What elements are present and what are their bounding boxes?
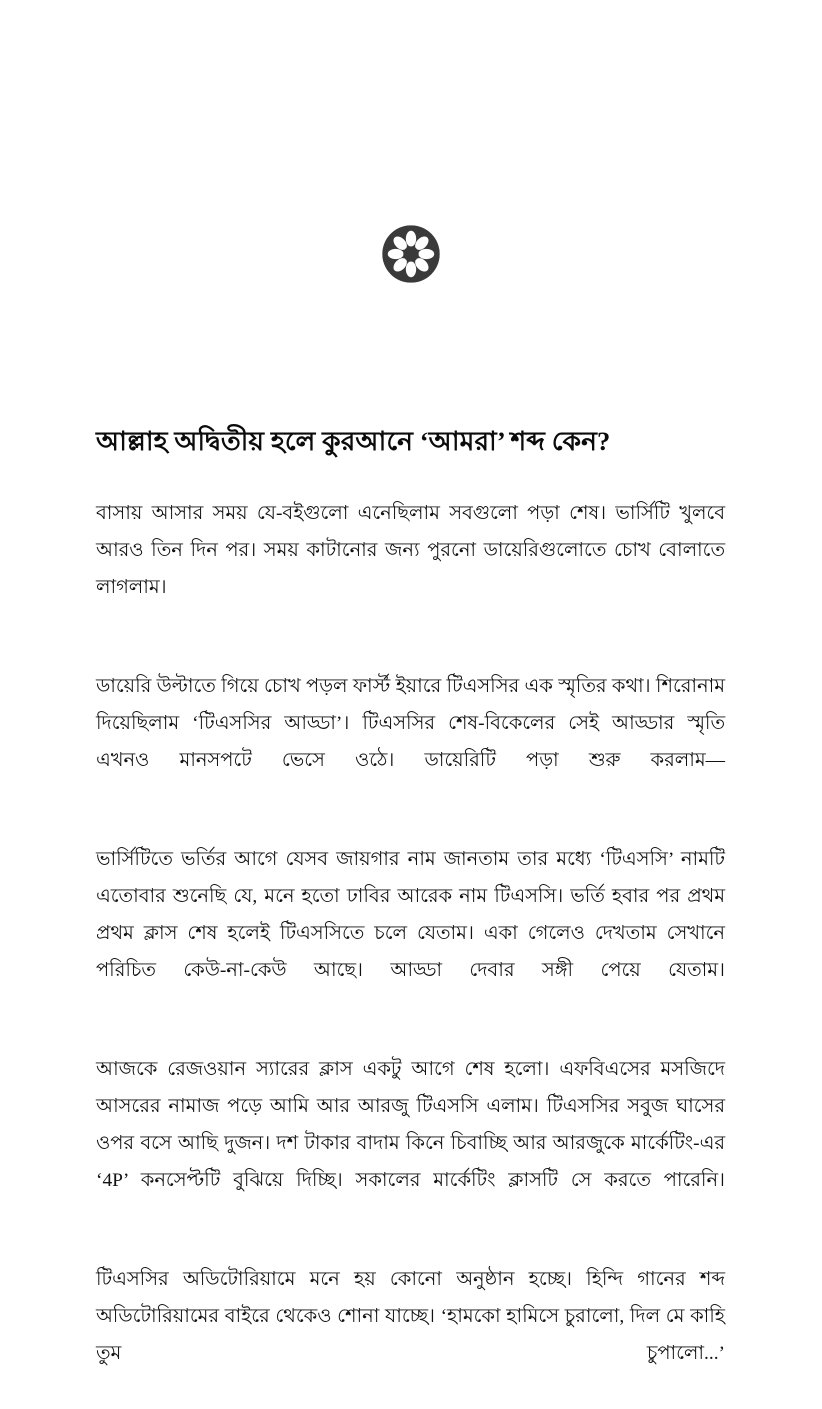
wheel-rosette-ornament-icon (381, 224, 441, 284)
body-paragraph: আজকে রেজওয়ান স্যারের ক্লাস একটু আগে শেষ হলো। এফবিএসের মসজিদে আসরের নামাজ পড়ে আমি আর আরজু টিএসসি এলাম। টিএসসির সবুজ ঘাসের ওপর বসে আছি দুজন। দশ টাকার বাদাম কিনে চিবাচ্ছি আর আরজুকে মার্কেটিং-এর ‘4P’ কনসেপ্টটি বুঝিয়ে দিচ্ছি। সকালের মার্কেটিং ক্লাসটি সে করতে পারেনি। (96, 1058, 725, 1191)
body-paragraph: ডায়েরি উল্টাতে গিয়ে চোখ পড়ল ফার্স্ট ইয়ারে টিএসসির এক স্মৃতির কথা। শিরোনাম দিয়েছিলাম ‘টিএসসির আড্ডা’। টিএসসির শেষ-বিকেলের সেই আড্ডার স্মৃতি এখনও মানসপটে ভেসে ওঠে। ডায়েরিটি পড়া শুরু করলাম— (96, 675, 725, 771)
body-paragraph: ভার্সিটিতে ভর্তির আগে যেসব জায়গার নাম জানতাম তার মধ্যে ‘টিএসসি’ নামটি এতোবার শুনেছি যে, মনে হতো ঢাবির আরেক নাম টিএসসি। ভর্তি হবার পর প্রথম প্রথম ক্লাস শেষ হলেই টিএসসিতে চলে যেতাম। একা গেলেও দেখতাম সেখানে পরিচিত কেউ-না-কেউ আছে। আড্ডা দেবার সঙ্গী পেয়ে যেতাম। (96, 848, 725, 981)
ornament-container (0, 224, 822, 284)
body-paragraph: বাসায় আসার সময় যে-বইগুলো এনেছিলাম সবগুলো পড়া শেষ। ভার্সিটি খুলবে আরও তিন দিন পর। সময় কাটানোর জন্য পুরনো ডায়েরিগুলোতে চোখ বোলাতে লাগলাম। (96, 502, 725, 598)
chapter-heading: আল্লাহ অদ্বিতীয় হলে কুরআনে ‘আমরা’ শব্দ কেন? (96, 426, 611, 456)
body-paragraph: টিএসসির অডিটোরিয়ামে মনে হয় কোনো অনুষ্ঠান হচ্ছে। হিন্দি গানের শব্দ অডিটোরিয়ামের বাইরে থেকেও শোনা যাচ্ছে। ‘হামকো হামিসে চুরালো, দিল মে কাহি তুম চুপালো...’ (96, 1268, 725, 1364)
text-column (96, 424, 725, 1409)
